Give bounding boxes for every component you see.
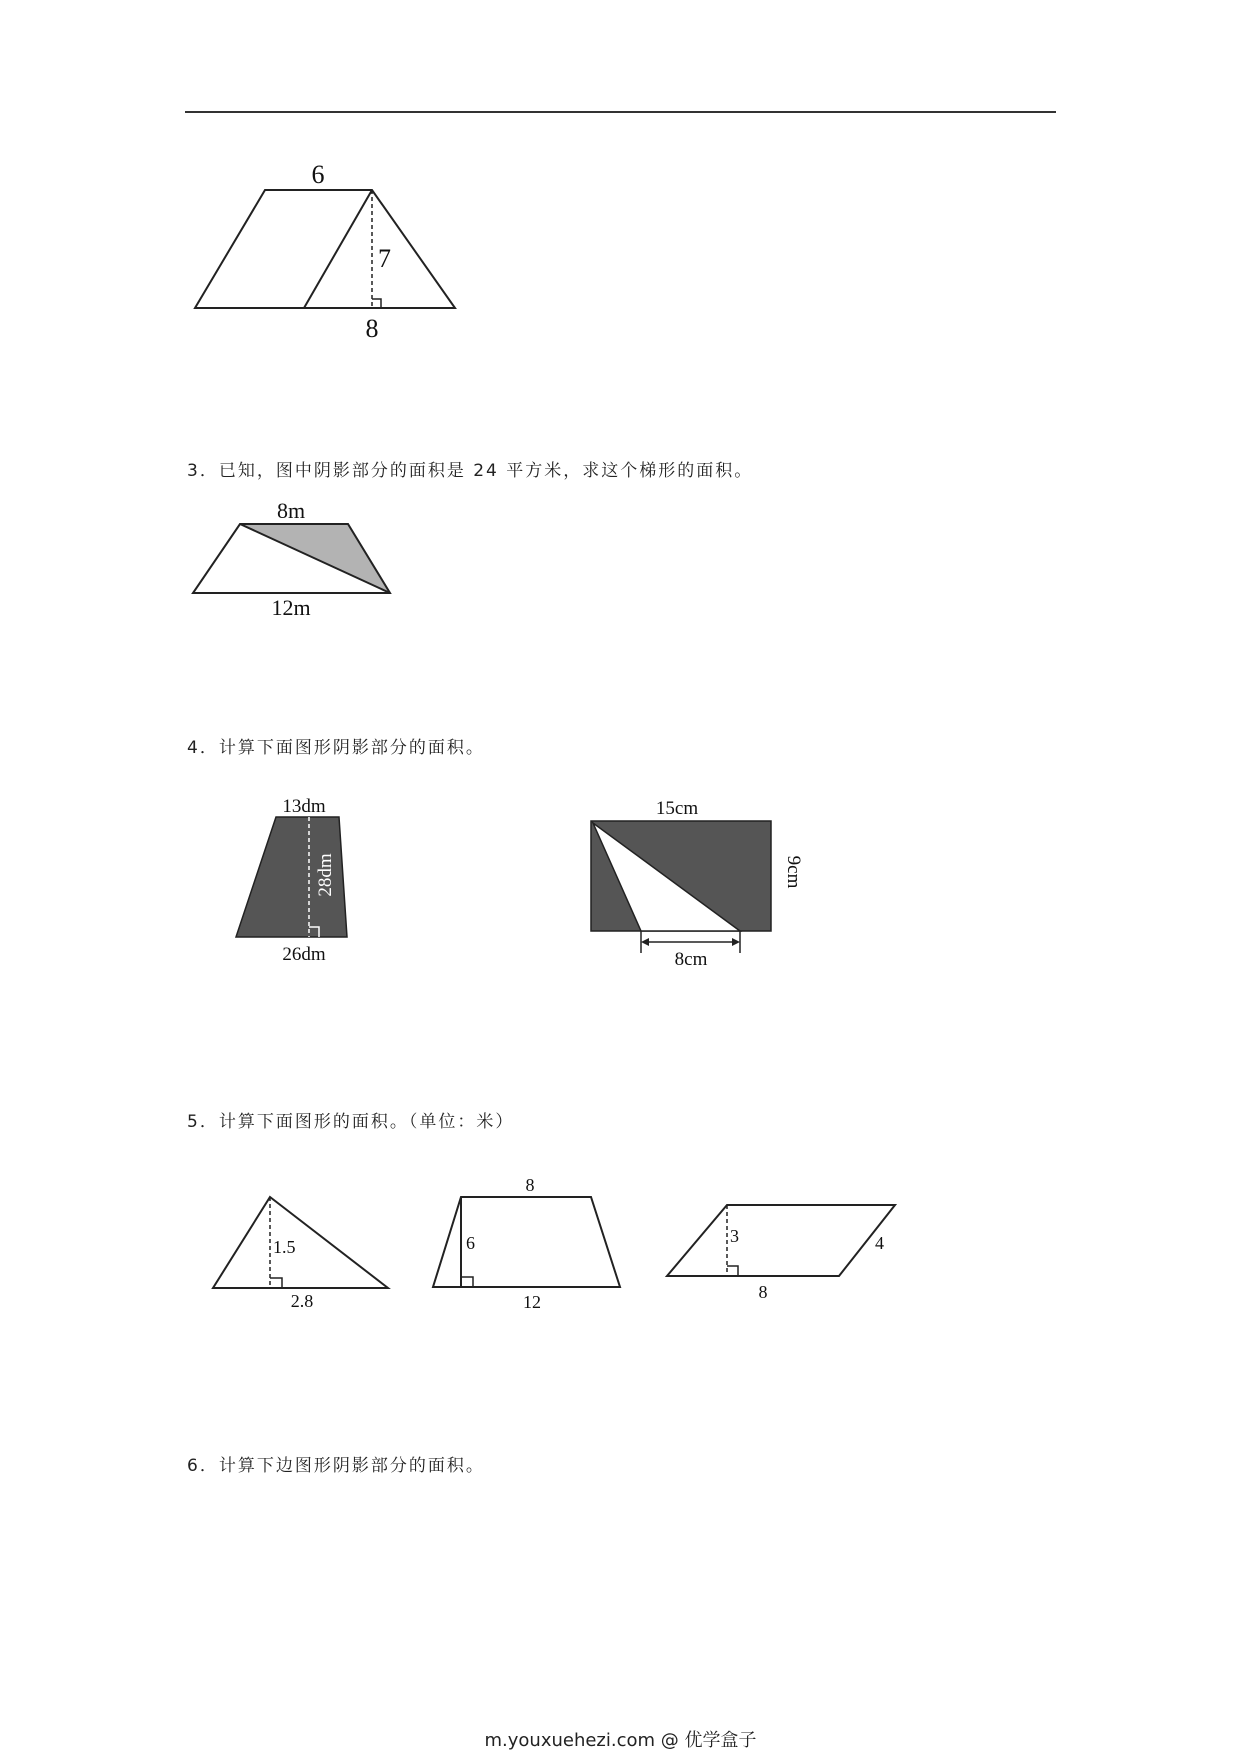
question-3: 3．已知，图中阴影部分的面积是 24 平方米，求这个梯形的面积。 <box>187 461 754 481</box>
label-bottom: 8 <box>365 314 379 343</box>
question-5: 5．计算下面图形的面积。（单位：米） <box>187 1112 515 1132</box>
label-top: 8m <box>276 498 306 523</box>
label-height: 6 <box>466 1233 475 1253</box>
label-side: 9cm <box>783 855 804 889</box>
label-top: 13dm <box>282 796 326 817</box>
question-4: 4．计算下面图形阴影部分的面积。 <box>187 738 485 758</box>
label-top: 8 <box>525 1175 535 1195</box>
header-rule <box>185 111 1056 113</box>
question-6: 6．计算下边图形阴影部分的面积。 <box>187 1456 485 1476</box>
label-height: 1.5 <box>273 1237 296 1257</box>
label-bottom: 12m <box>271 595 311 620</box>
label-side: 4 <box>875 1233 884 1253</box>
label-base: 8 <box>758 1282 768 1302</box>
label-bottom: 12 <box>523 1292 541 1312</box>
label-top: 15cm <box>655 798 699 819</box>
label-height: 28dm <box>315 853 336 897</box>
figure-parallelogram <box>660 1190 910 1310</box>
label-height: 3 <box>730 1226 739 1246</box>
label-bottom: 26dm <box>282 944 326 965</box>
label-bottom: 8cm <box>674 949 708 970</box>
figure-trapezoid-2 <box>425 1170 635 1315</box>
figure-dark-rectangle <box>585 790 815 970</box>
label-height: 7 <box>378 244 391 273</box>
label-top: 6 <box>311 160 325 189</box>
figure-trapezoid-1 <box>185 150 475 350</box>
figure-dark-trapezoid <box>230 790 370 970</box>
figure-triangle <box>205 1185 405 1315</box>
footer-source: m.youxuehezi.com @ 优学盒子 <box>484 1730 757 1751</box>
figure-trapezoid-shaded <box>185 490 405 620</box>
label-base: 2.8 <box>290 1291 314 1311</box>
